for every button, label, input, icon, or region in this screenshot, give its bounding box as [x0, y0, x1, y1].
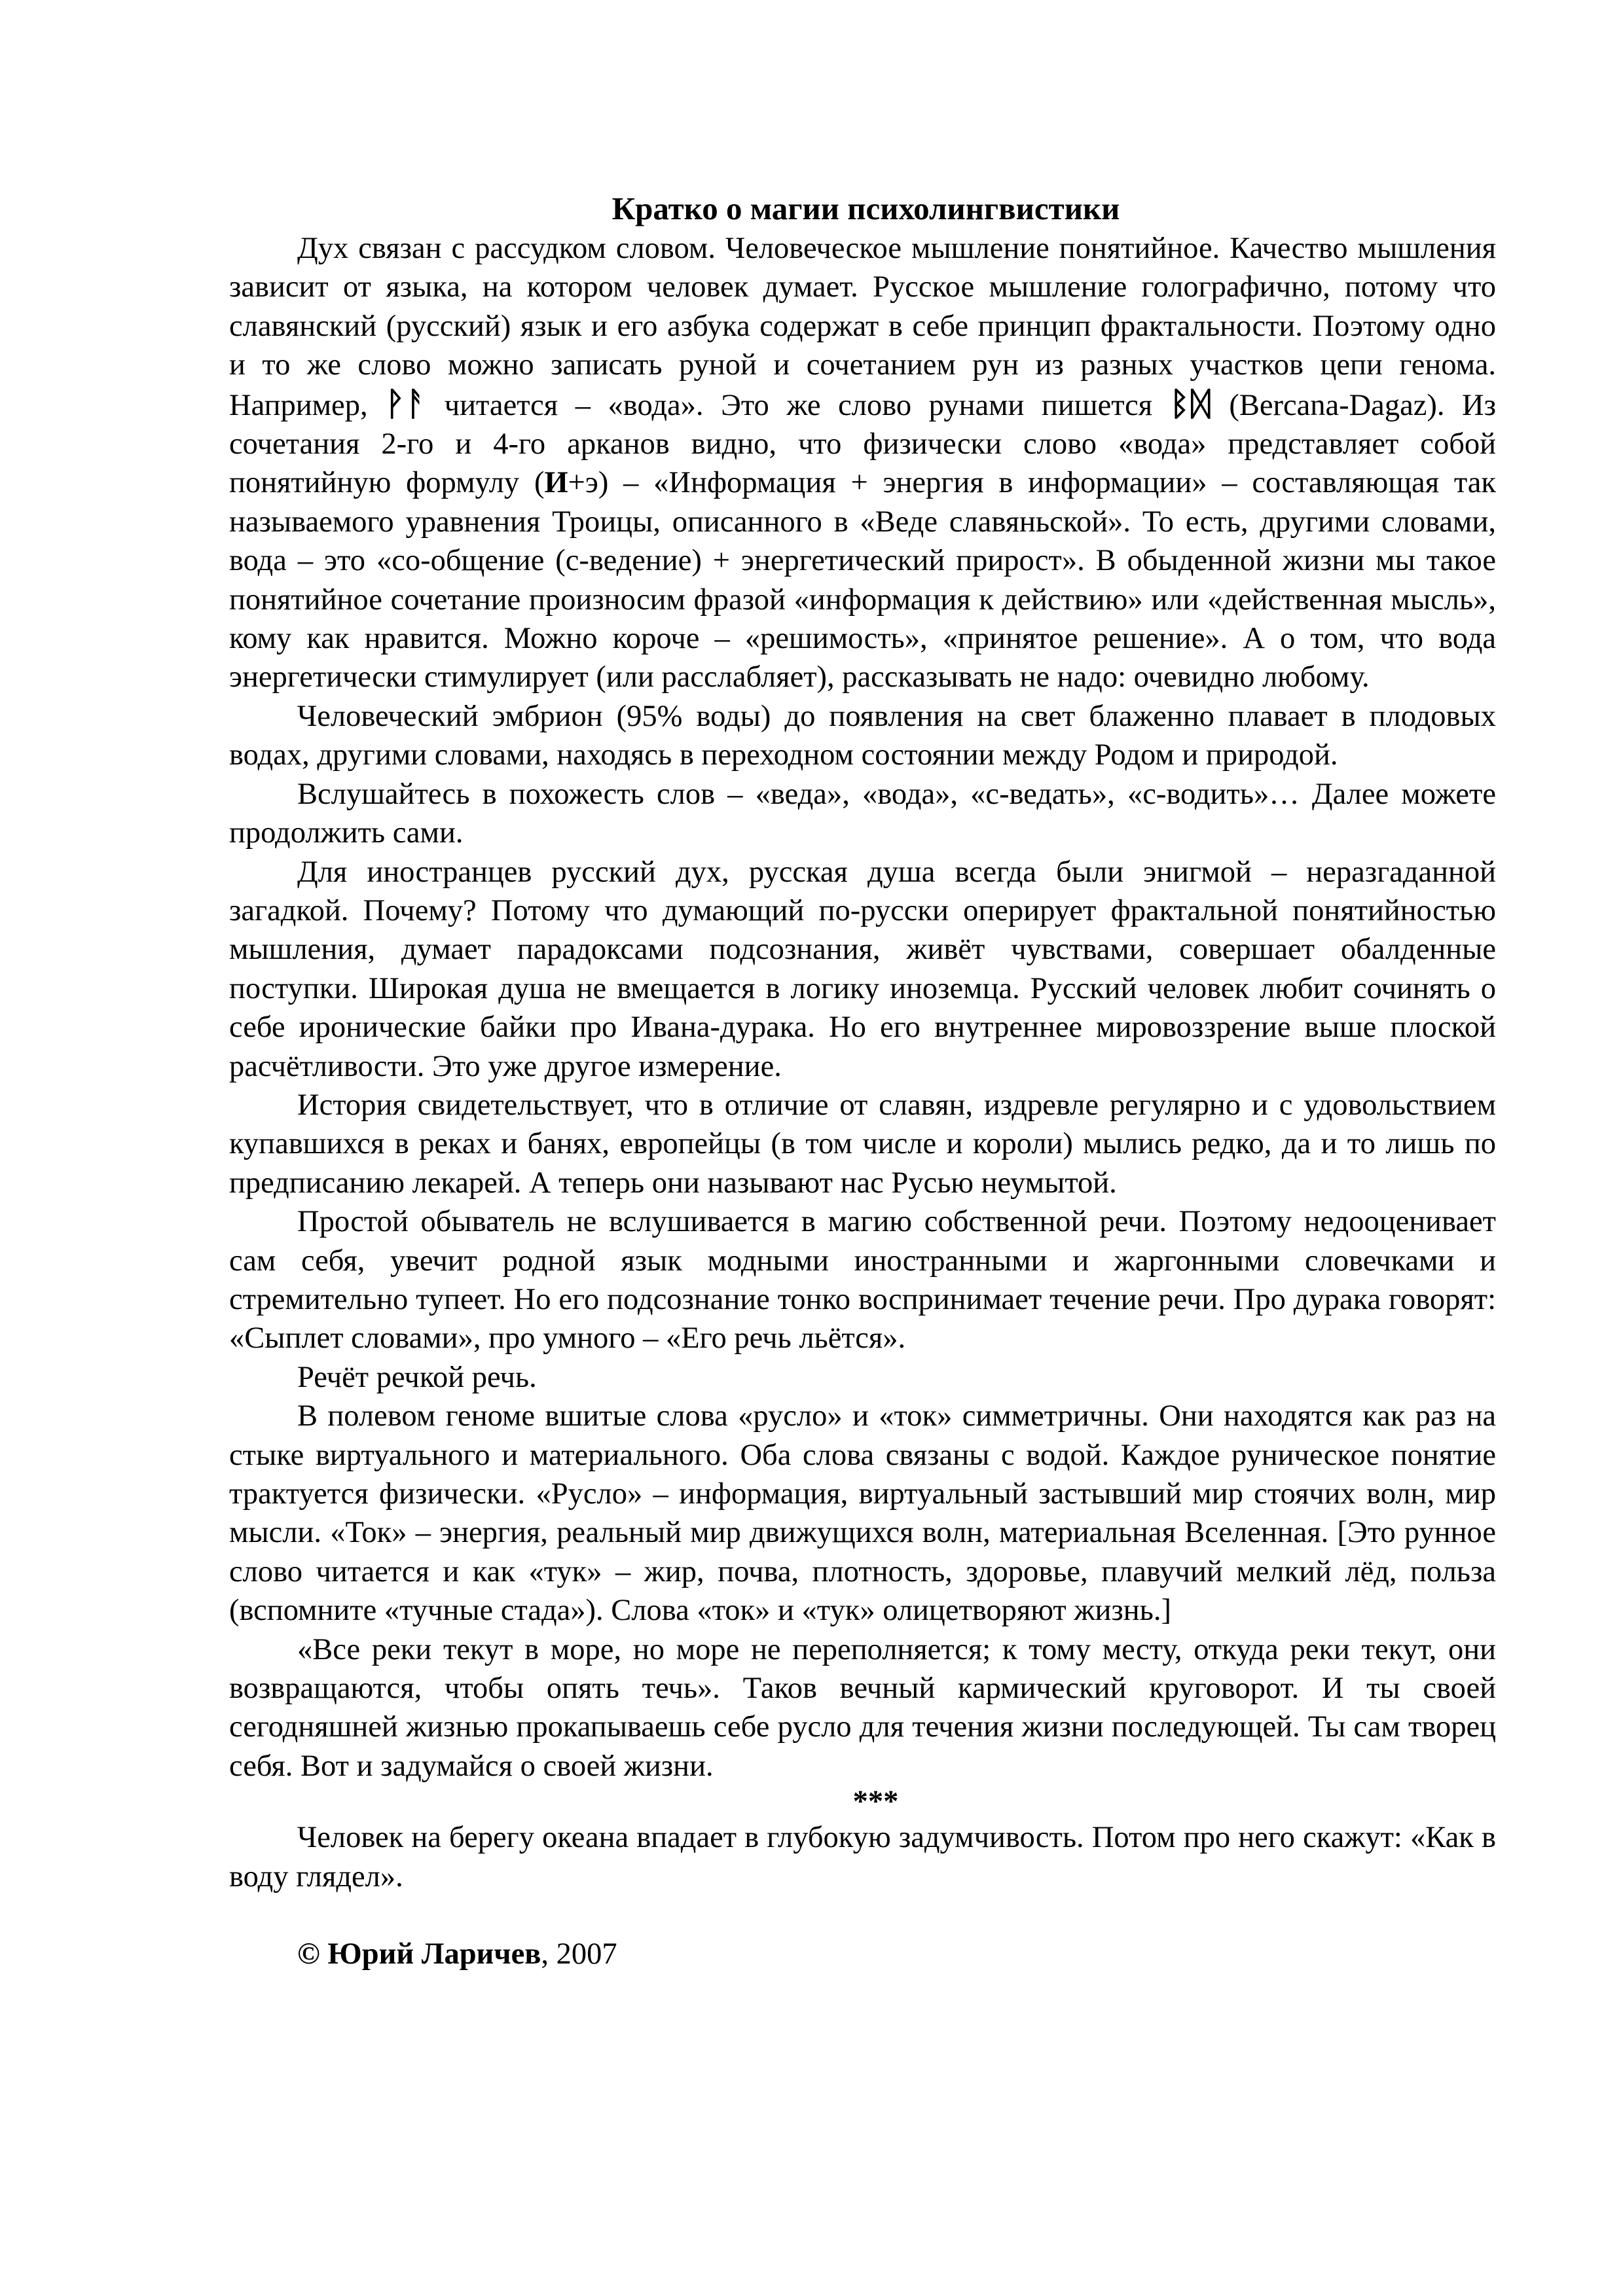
copyright-symbol: © [297, 1937, 320, 1971]
formula-rest: +э) [568, 466, 609, 500]
formula-bold-letter: И [544, 466, 568, 500]
author-signature [229, 1935, 1496, 1973]
paragraph-1-text-c: (Bercana-Dagaz). Из сочетания 2-го и 4-го арканов видно, что физически слово «вода» представляет собой понятийную формулу ( [229, 388, 1497, 500]
document-page [229, 188, 1496, 1973]
rune-wunjo-ansuz: ᚹᚨ [385, 384, 428, 423]
paragraph-7: Речёт речкой речь. [297, 1360, 537, 1394]
paragraph-5: История свидетельствует, что в отличие от славян, издревле регулярно и с удовольствием купавшихся в реках и банях, европейцы (в том числе и короли) мылись редко, да и то лишь по предписанию лекарей. А теперь они называют нас Русью неумытой. [229, 1088, 1496, 1200]
paragraph-2: Человеческий эмбрион (95% воды) до появления на свет блаженно плавает в плодовых водах, другими словами, находясь в переходном состоянии между Родом и природой. [229, 699, 1496, 772]
section-separator: *** [852, 1785, 899, 1819]
paragraph-1-text-d: – «Информация + энергия в информации» – составляющая так называемого уравнения Троицы, описанного в «Веде славяньской». То есть, другими словами, вода – это «со-общение (с-ведение) + энергетический прирост». В обыденной жизни мы такое понятийное сочетание произносим фразой «информация к действию» или «действенная мысль», кому как нравится. Можно короче – «решимость», «принятое решение». А о том, что вода энергетически стимулирует (или расслабляет), рассказывать не надо: очевидно любому. [229, 466, 1497, 694]
paragraph-1-text-a: Дух связан с рассудком словом. Человеческое мышление понятийное. Качество мышления зависит от языка, на котором человек думает. Русское мышление голографично, потому что славянский (русский) язык и его азбука содержат в себе принцип фрактальности. Поэтому одно и то же слово можно записать руной и сочетанием рун из разных участков цепи генома. Например, [229, 232, 1496, 422]
paragraph-8: В полевом геноме вшитые слова «русло» и «ток» симметричны. Они находятся как раз на стыке виртуального и материального. Оба слова связаны с водой. Каждое руническое понятие трактуется физически. «Русло» – информация, виртуальный застывший мир стоячих волн, мир мысли. «Ток» – энергия, реальный мир движущихся волн, материальная Вселенная. [Это рунное слово читается и как «тук» – жир, почва, плотность, здоровье, плавучий мелкий лёд, польза (вспомните «тучные стада»). Слова «ток» и «тук» олицетворяют жизнь.] [229, 1399, 1496, 1628]
paragraph-3: Вслушайтесь в похожесть слов – «веда», «вода», «с-ведать», «с-водить»… Далее можете продолжить сами. [229, 777, 1496, 850]
paragraph-10: Человек на берегу океана впадает в глубокую задумчивость. Потом про него скажут: «Как в воду глядел». [229, 1821, 1496, 1893]
paragraph-9: «Все реки текут в море, но море не переполняется; к тому месту, откуда реки текут, они возвращаются, чтобы опять течь». Таков вечный кармический круговорот. И ты своей сегодняшней жизнью прокапываешь себе русло для течения жизни последующей. Ты сам творец себя. Вот и задумайся о своей жизни. [229, 1632, 1496, 1783]
spacer [229, 1896, 1496, 1935]
paragraph-1 [229, 229, 1496, 697]
paragraph-1-text-b: читается – «вода». Это же слово рунами пишется [444, 388, 1153, 422]
author-name: Юрий Ларичев [327, 1937, 541, 1971]
document-title: Кратко о магии психолингвистики [611, 190, 1120, 226]
rune-berkana-dagaz: ᛒᛞ [1169, 384, 1212, 423]
paragraph-6: Простой обыватель не вслушивается в магию собственной речи. Поэтому недооценивает сам себя, увечит родной язык модными иностранными и жаргонными словечками и стремительно тупеет. Но его подсознание тонко воспринимает течение речи. Про дурака говорят: «Сыплет словами», про умного – «Его речь льётся». [229, 1205, 1496, 1355]
publication-year: , 2007 [541, 1937, 617, 1971]
paragraph-4: Для иностранцев русский дух, русская душа всегда были энигмой – неразгаданной загадкой. Почему? Потому что думающий по-русски оперирует фрактальной понятийностью мышления, думает парадоксами подсознания, живёт чувствами, совершает обалденные поступки. Широкая душа не вмещается в логику иноземца. Русский человек любит сочинять о себе иронические байки про Ивана-дурака. Но его внутреннее мировоззрение выше плоской расчётливости. Это уже другое измерение. [229, 855, 1496, 1083]
